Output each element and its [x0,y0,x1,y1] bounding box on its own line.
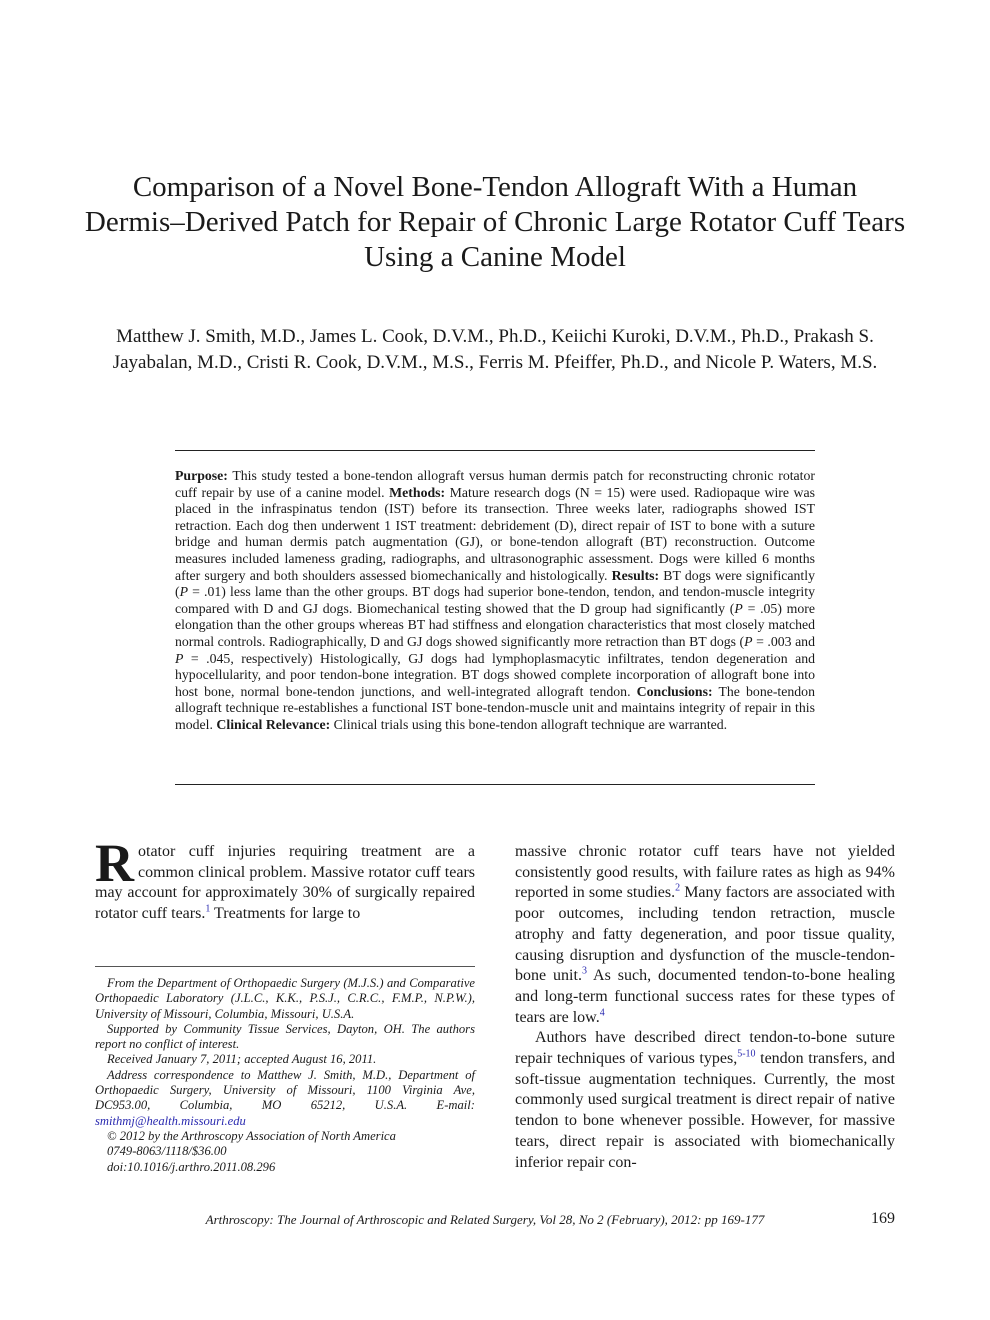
body-text: massive chronic rotator cuff tears have not yielded consistently good results, with failure rates as high as 94% reported in some studies. [515,843,895,902]
results-text: = .01) less lame than the other groups. BT dogs had superior bone-tendon, tendon, and tendon-muscle integrity compared with D and GJ dogs. Biomechanical testing showed that the D group had significantly ( [175,584,815,616]
footnote-copyright: © 2012 by the Arthroscopy Association of North America [107,1128,396,1143]
results-text: = .045, respectively) Histologically, GJ dogs had lymphoplasmacytic infiltrates, tendon degeneration and hypocellularity, and poor tendon-bone integration. BT dogs showed complete incorporation of allograft bone into host bone, normal bone-tendon junctions, and well-integrated allograft tendon. [175,650,815,699]
results-text: BT dogs were significantly ( [175,567,815,600]
body-text: As such, documented tendon-to-bone healing and long-term functional success rates for these types of tears are low. [515,967,895,1026]
intro-text: Treatments for large to [210,905,361,923]
citation-link[interactable]: 1 [205,903,211,915]
article-title: Comparison of a Novel Bone-Tendon Allograft With a Human Dermis–Derived Patch for Repair of Chronic Large Rotator Cuff Tears Using a Canine Model [84,171,906,273]
footnote-received: Received January 7, 2011; accepted August 16, 2011. [107,1052,377,1067]
footnote-issn: 0749-8063/1118/$36.00 [107,1144,227,1159]
p-value-symbol: P [175,650,184,666]
results-label: Results: [611,567,660,583]
purpose-text: This study tested a bone-tendon allograft versus human dermis patch for reconstructing chronic rotator cuff repair by use of a canine model. [175,468,815,500]
purpose-label: Purpose: [175,468,228,483]
citation-link[interactable]: 4 [599,1007,605,1019]
body-column-right [515,842,895,1173]
body-text: Many factors are associated with poor outcomes, including tendon retraction, muscle atrophy and fatty degeneration, and poor tissue quality, causing disruption and dysfunction of the muscle-tendon-bone unit. [515,884,895,985]
drop-cap: R [95,833,134,893]
footnote-doi: doi:10.1016/j.arthro.2011.08.296 [107,1159,276,1174]
p-value-symbol: P [179,584,189,600]
body-text: Authors have described direct tendon-to-bone suture repair techniques of various types, [515,1029,895,1068]
journal-footer: Arthroscopy: The Journal of Arthroscopic and Related Surgery, Vol 28, No 2 (February), 2012: pp 169-177 [205,1212,765,1227]
citation-link[interactable]: 2 [675,883,681,895]
intro-text: otator cuff injuries requiring treatment are a common clinical problem. Massive rotator cuff tears may account for approximately 30% of surgically repaired rotator cuff tears. [95,843,475,923]
abstract [175,468,815,734]
author-list: Matthew J. Smith, M.D., James L. Cook, D.V.M., Ph.D., Keiichi Kuroki, D.V.M., Ph.D., Prakash S. Jayabalan, M.D., Cristi R. Cook, D.V.M., M.S., Ferris M. Pfeiffer, Ph.D., and Nicole P. Waters, M.S. [112,326,878,373]
body-paragraph [515,1028,895,1173]
conclusions-label: Conclusions: [636,683,713,699]
methods-label: Methods: [389,484,446,500]
methods-text: Mature research dogs (N = 15) were used. Radiopaque wire was placed in the infraspinatus tendon (IST) before its transection. Three weeks later, radiographs showed IST retraction. Each dog then underwent 1 IST treatment: debridement (D), direct repair of IST to bone with a suture bridge and human dermis patch augmentation (GJ), or bone-tendon allograft (BT) reconstruction. Outcome measures included lameness grading, radiographs, and ultrasonographic assessment. Dogs were killed 6 months after surgery and both shoulders assessed biomechanically and histologically. [175,484,815,583]
footnote-rule [95,966,475,967]
body-column-left [95,833,475,925]
citation-link[interactable]: 5-10 [737,1048,756,1060]
footnote-correspondence [95,1068,475,1129]
p-value-symbol: P [734,600,743,616]
body-text: tendon transfers, and soft-tissue augmentation techniques. Currently, the most commonly used surgical treatment is direct repair of native tendon to bone whenever possible. However, for massive tears, direct repair is associated with biomechanically inferior repair con- [515,1050,896,1171]
results-text: = .05) more elongation than the other groups whereas BT had stiffness and elongation characteristics that most closely matched normal controls. Radiographically, D and GJ dogs showed significantly more retraction than BT dogs ( [175,600,815,649]
results-text: = .003 and [752,633,815,649]
clinical-relevance-text: Clinical trials using this bone-tendon allograft technique are warranted. [330,716,728,732]
footnote-affiliation: From the Department of Orthopaedic Surgery (M.J.S.) and Comparative Orthopaedic Laboratory (J.L.C., K.K., P.S.J., C.R.C., F.M.P., N.P.W.), University of Missouri, Columbia, Missouri, U.S.A. [95,976,475,1021]
p-value-symbol: P [744,633,753,649]
footnote-support: Supported by Community Tissue Services, Dayton, OH. The authors report no conflict of interest. [95,1021,475,1052]
intro-paragraph [95,833,475,925]
abstract-top-rule [175,450,815,451]
abstract-bottom-rule [175,784,815,785]
citation-link[interactable]: 3 [581,965,587,977]
clinical-relevance-label: Clinical Relevance: [216,716,331,732]
conclusions-text: The bone-tendon allograft technique re-establishes a functional IST bone-tendon-muscle unit and maintains integrity of repair in this model. [175,683,815,732]
correspondence-text: Address correspondence to Matthew J. Smith, M.D., Department of Orthopaedic Surgery, University of Missouri, 1100 Virginia Ave, DC953.00, Columbia, MO 65212, U.S.A. E-mail: [95,1067,475,1113]
email-link[interactable]: smithmj@health.missouri.edu [95,1113,246,1128]
body-paragraph [515,842,895,1028]
page-number: 169 [871,1210,895,1227]
footnotes [95,976,475,1175]
